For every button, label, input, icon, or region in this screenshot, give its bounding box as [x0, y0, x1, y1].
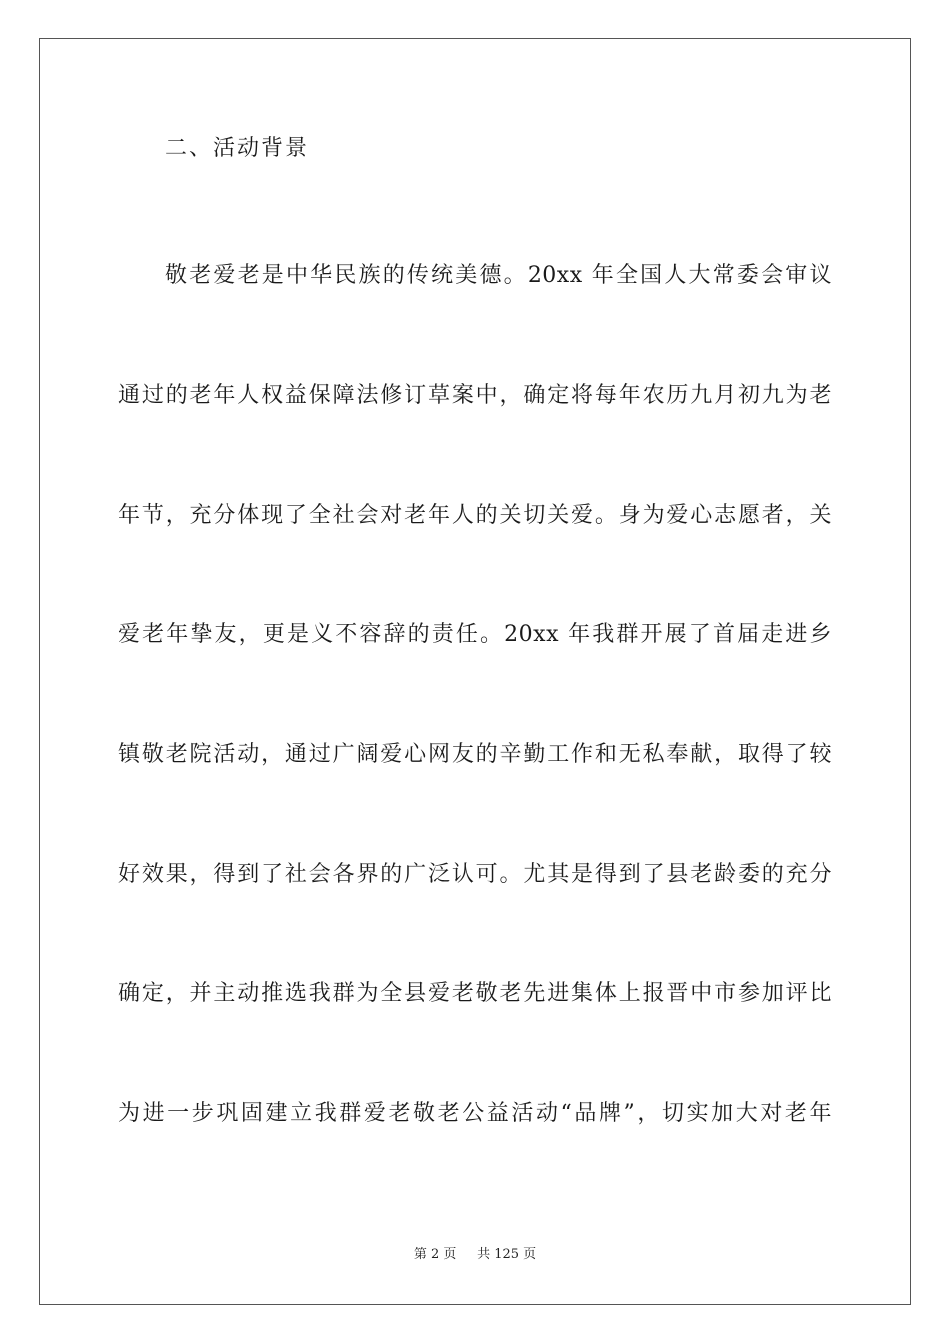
paragraph-line: 爱老年挚友，更是义不容辞的责任。20xx 年我群开展了首届走进乡 [118, 622, 832, 647]
paragraph-line: 敬老爱老是中华民族的传统美德。20xx 年全国人大常委会审议 [165, 263, 832, 288]
paragraph-line: 年节，充分体现了全社会对老年人的关切关爱。身为爱心志愿者，关 [118, 503, 832, 528]
paragraph-line: 好效果，得到了社会各界的广泛认可。尤其是得到了县老龄委的充分 [118, 862, 832, 887]
page-footer [0, 1246, 950, 1264]
paragraph-line: 为进一步巩固建立我群爱老敬老公益活动“品牌”，切实加大对老年 [118, 1101, 832, 1126]
total-pages: 共 125 页 [477, 1247, 537, 1262]
paragraph-line: 镇敬老院活动，通过广阔爱心网友的辛勤工作和无私奉献，取得了较 [118, 742, 832, 767]
paragraph-line: 通过的老年人权益保障法修订草案中，确定将每年农历九月初九为老 [118, 383, 832, 408]
page-number: 第 2 页 [413, 1247, 457, 1262]
section-heading: 二、活动背景 [165, 136, 310, 161]
paragraph-line: 确定，并主动推选我群为全县爱老敬老先进集体上报晋中市参加评比 [118, 981, 832, 1006]
